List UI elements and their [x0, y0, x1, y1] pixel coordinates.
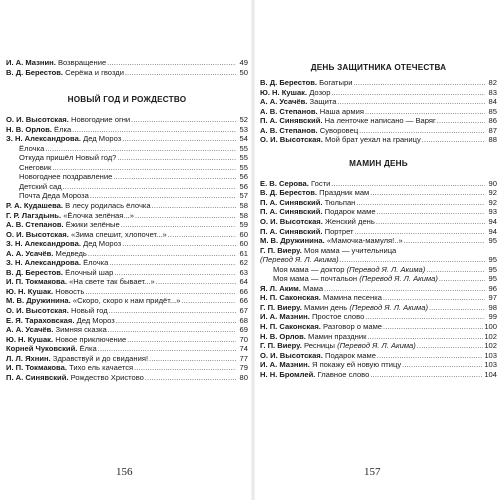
toc-page-number: 79	[239, 363, 248, 373]
toc-author: И. А. Мазнин.	[260, 312, 310, 322]
toc-title: Возвращение	[57, 58, 107, 67]
toc-page-number: 97	[488, 293, 497, 303]
toc-entry	[260, 116, 497, 126]
toc-page-number: 104	[484, 369, 497, 379]
toc-entry	[260, 360, 497, 370]
toc-title: Новый год	[70, 306, 108, 316]
toc-entry-text	[6, 363, 133, 373]
toc-entry-text	[260, 97, 336, 107]
toc-entry-text	[6, 316, 115, 326]
toc-entry	[260, 255, 497, 265]
toc-author: А. А. Усачёв.	[6, 248, 54, 258]
toc-translation-note: (Перевод Я. Л. Акима)	[359, 274, 438, 284]
toc-page-number: 96	[488, 283, 497, 293]
toc-page-number: 82	[488, 78, 497, 87]
toc-author: Е. В. Серова.	[260, 178, 309, 188]
toc-author: И. А. Мазнин.	[6, 58, 56, 67]
toc-page-number: 58	[239, 201, 248, 211]
toc-title: Новогодние огни	[70, 115, 131, 125]
toc-entry	[260, 227, 497, 237]
toc-page-number: 98	[488, 302, 497, 312]
toc-author: П. А. Синявский.	[260, 197, 323, 207]
toc-title: Здравствуй и до свидания!	[52, 353, 149, 363]
toc-author: М. В. Дружинина.	[260, 236, 325, 246]
toc-entry	[6, 153, 248, 163]
toc-page-number: 87	[488, 125, 497, 135]
toc-entry	[6, 325, 248, 335]
toc-entry-text	[260, 351, 376, 361]
toc-title: Медведь	[55, 248, 87, 258]
toc-page-number: 59	[239, 220, 248, 230]
toc-author: И. П. Токмакова.	[6, 277, 67, 287]
toc-page-number: 55	[239, 153, 248, 163]
toc-title: Мамина песенка	[323, 293, 382, 303]
toc-page-number: 94	[488, 217, 497, 227]
toc-page-number: 64	[239, 277, 248, 287]
toc-entry-text	[6, 249, 87, 259]
toc-title: «Скоро, скоро к нам придёт...»	[72, 296, 181, 306]
toc-author: В. Д. Берестов.	[6, 267, 64, 277]
toc-entry-text	[260, 78, 352, 88]
toc-entry-text	[260, 370, 369, 380]
toc-entry-text	[260, 322, 382, 332]
section-heading: НОВЫЙ ГОД И РОЖДЕСТВО	[67, 95, 187, 105]
toc-entry	[260, 97, 497, 107]
toc-entry	[6, 363, 248, 373]
toc-author: З. Н. Александрова.	[6, 258, 81, 268]
toc-entry	[260, 351, 497, 361]
toc-author: Я. Л. Аким.	[260, 283, 301, 293]
toc-page-number: 68	[239, 315, 248, 325]
toc-title: «Зима спешит, хлопочет...»	[70, 229, 167, 239]
toc-title: Богатыри	[319, 78, 353, 87]
toc-entry	[260, 312, 497, 322]
toc-entry-text	[260, 236, 403, 246]
toc-author: З. Н. Александрова.	[6, 239, 81, 249]
toc-title: Тюльпан	[324, 197, 356, 207]
toc-author: О. И. Высотская.	[6, 229, 69, 239]
right-page	[260, 58, 497, 379]
toc-page-number: 63	[239, 267, 248, 277]
book-gutter	[251, 0, 255, 500]
toc-entry-text	[260, 360, 401, 370]
toc-title: Подарок маме	[324, 207, 376, 217]
toc-entry-text	[6, 220, 120, 230]
toc-title: В лесу родилась ёлочка	[65, 201, 151, 211]
toc-title: Серёжа и гвозди	[65, 67, 124, 77]
toc-entry	[260, 88, 497, 98]
toc-entry-text	[6, 58, 106, 68]
toc-entry	[260, 135, 497, 145]
toc-page-number: 90	[488, 178, 497, 188]
toc-entry	[260, 217, 497, 227]
toc-entry	[6, 201, 248, 211]
toc-entry	[6, 296, 248, 306]
toc-entry	[6, 277, 248, 287]
toc-entry-text	[6, 239, 121, 249]
toc-title: Мама	[303, 283, 324, 293]
toc-author: Н. Н. Бромлей.	[260, 369, 316, 379]
toc-page-number: 83	[488, 87, 497, 97]
toc-entry-text	[260, 107, 364, 117]
toc-page-number: 66	[239, 286, 248, 296]
toc-entry	[260, 341, 497, 351]
toc-author: Н. В. Орлов.	[6, 124, 52, 134]
toc-page-number: 85	[488, 106, 497, 116]
toc-author: О. И. Высотская.	[6, 306, 69, 316]
toc-title: Ёлочный шар	[65, 267, 114, 277]
toc-entry	[6, 230, 248, 240]
toc-entry-text	[6, 230, 167, 240]
toc-author: З. Н. Александрова.	[6, 134, 81, 144]
toc-title: Женский день	[324, 217, 375, 227]
toc-author: О. И. Высотская.	[260, 135, 323, 145]
toc-entry	[6, 258, 248, 268]
toc-entry-text	[6, 335, 126, 345]
toc-entry-text	[260, 217, 375, 227]
toc-title: Откуда пришёл Новый год?	[19, 153, 117, 163]
toc-entry-text	[6, 115, 130, 125]
toc-author: В. Д. Берестов.	[260, 78, 318, 87]
toc-entry-text	[260, 126, 358, 136]
toc-title: Простое слово	[311, 312, 365, 322]
toc-entry	[260, 207, 497, 217]
toc-page-number: 95	[488, 274, 497, 284]
toc-author: Л. Л. Яхнин.	[6, 353, 51, 363]
toc-entry-text	[273, 265, 425, 275]
toc-title: Рождество Христово	[70, 372, 144, 382]
toc-title: Я покажу ей новую птицу	[311, 360, 402, 370]
toc-entry-text	[19, 182, 62, 192]
toc-entry-text	[6, 201, 151, 211]
toc-title: Моя мама — доктор	[273, 264, 345, 274]
toc-entry	[6, 249, 248, 259]
toc-title: Праздник мам	[319, 188, 370, 198]
toc-entry-text	[260, 179, 330, 189]
toc-author: О. И. Высотская.	[260, 217, 323, 227]
toc-title: На ленточке написано — Варяг	[324, 116, 436, 126]
toc-title: Ёлка	[79, 344, 97, 354]
toc-author: Ю. Н. Кушак.	[6, 334, 54, 344]
toc-title: Ресницы	[303, 341, 335, 351]
toc-title: Детский сад	[19, 181, 62, 191]
toc-leader-dots	[422, 136, 485, 146]
toc-author: Ю. Н. Кушак.	[260, 87, 308, 97]
toc-entry	[6, 125, 248, 135]
toc-entry	[6, 211, 248, 221]
toc-page-number: 54	[239, 134, 248, 144]
toc-page-number: 49	[239, 58, 248, 67]
toc-author: В. Д. Берестов.	[260, 188, 318, 198]
toc-author: Н. П. Саконская.	[260, 293, 321, 303]
toc-entry-text	[260, 284, 323, 294]
toc-entry-text	[260, 303, 428, 313]
toc-entry-text	[6, 68, 124, 78]
toc-page-number: 102	[484, 341, 497, 351]
toc-entry-text	[6, 354, 148, 364]
toc-author: Г. П. Виеру.	[260, 302, 302, 312]
toc-page-number: 74	[239, 344, 248, 354]
toc-title: Суворовец	[319, 125, 359, 135]
toc-entry-text	[6, 258, 108, 268]
toc-title: Разговор о маме	[323, 322, 383, 332]
toc-title: Гости	[311, 178, 331, 188]
toc-author: П. А. Синявский.	[260, 226, 323, 236]
toc-entry-text	[6, 287, 84, 297]
toc-entry	[6, 316, 248, 326]
toc-title: Моя мама — учительница	[303, 245, 397, 255]
toc-entry-text	[6, 325, 107, 335]
toc-entry-text	[260, 135, 421, 145]
toc-author: Н. П. Саконская.	[260, 322, 321, 332]
toc-translation-note: (Перевод Я. Л. Акима)	[260, 255, 339, 265]
toc-author: И. А. Мазнин.	[260, 360, 310, 370]
toc-page-number: 56	[239, 172, 248, 182]
toc-page-number: 77	[239, 353, 248, 363]
toc-page-number: 80	[239, 372, 248, 382]
section-heading: МАМИН ДЕНЬ	[349, 158, 408, 168]
toc-entry-text	[260, 293, 382, 303]
toc-entry-text	[260, 188, 369, 198]
toc-author: Г. П. Виеру.	[260, 245, 302, 255]
toc-author: П. А. Синявский.	[6, 372, 69, 382]
toc-entry	[6, 191, 248, 201]
toc-entry-text	[19, 172, 112, 182]
toc-entry-text	[6, 344, 97, 354]
toc-entry	[6, 115, 248, 125]
toc-title: Моя мама — почтальон	[273, 274, 358, 284]
toc-page-number: 50	[239, 67, 248, 77]
toc-page-number: 70	[239, 334, 248, 344]
toc-page-number: 103	[484, 350, 497, 360]
toc-entry-text	[6, 306, 108, 316]
toc-title: Почта Деда Мороза	[19, 191, 89, 201]
toc-entry	[260, 284, 497, 294]
toc-author: Р. А. Кудашева.	[6, 201, 64, 211]
toc-page-number: 93	[488, 207, 497, 217]
toc-entry-text	[273, 274, 438, 284]
toc-entry	[260, 107, 497, 117]
toc-title: Ёлка	[54, 124, 72, 134]
toc-entry-text	[260, 88, 330, 98]
toc-entry	[260, 126, 497, 136]
toc-title: Новость	[55, 286, 85, 296]
toc-entry	[6, 335, 248, 345]
toc-entry	[260, 78, 497, 88]
toc-title: Снеговик	[19, 162, 52, 172]
toc-author: Корней Чуковский.	[6, 344, 78, 354]
toc-page-number: 62	[239, 258, 248, 268]
toc-entry	[260, 322, 497, 332]
toc-entry-text	[6, 134, 121, 144]
toc-entry-text	[19, 191, 89, 201]
toc-page-number: 88	[488, 135, 497, 145]
toc-entry-text	[6, 296, 180, 306]
toc-title: Мамин день	[303, 302, 348, 312]
toc-title: Дед Мороз	[76, 315, 115, 325]
toc-author: А. В. Степанов.	[260, 106, 318, 116]
toc-title: Главное слово	[317, 369, 370, 379]
toc-title: Тихо ель качается	[69, 363, 134, 373]
toc-page-number: 99	[488, 312, 497, 322]
toc-entry-text	[260, 227, 354, 237]
toc-author: П. А. Синявский.	[260, 116, 323, 126]
toc-entry-text	[6, 125, 71, 135]
toc-entry	[6, 144, 248, 154]
toc-title: Мой брат уехал на границу	[324, 135, 421, 145]
toc-title: Новогоднее поздравление	[19, 172, 113, 182]
toc-page-number: 95	[488, 264, 497, 274]
toc-entry-text	[260, 255, 339, 265]
toc-title: «Ёлочка зелёная...»	[63, 210, 134, 220]
toc-page-number: 52	[239, 115, 248, 125]
toc-page-number: 102	[484, 331, 497, 341]
toc-entry	[6, 239, 248, 249]
toc-page-number: 86	[488, 116, 497, 126]
toc-author: Е. Я. Тараховская.	[6, 315, 75, 325]
toc-entry	[6, 58, 248, 68]
toc-entry-text	[6, 268, 113, 278]
toc-entry-text	[260, 341, 416, 351]
toc-title: «На свете так бывает...»	[69, 277, 155, 287]
toc-page-number: 58	[239, 210, 248, 220]
toc-page-number: 57	[239, 191, 248, 201]
toc-entry	[260, 303, 497, 313]
toc-entry	[260, 179, 497, 189]
toc-author: А. А. Усачёв.	[260, 97, 308, 107]
toc-entry	[260, 236, 497, 246]
toc-entry	[260, 332, 497, 342]
toc-page-number: 67	[239, 306, 248, 316]
toc-page-number: 92	[488, 197, 497, 207]
toc-entry	[260, 370, 497, 380]
toc-entry-text	[6, 277, 155, 287]
toc-title: Дозор	[309, 87, 331, 97]
toc-title: Ёжики зелёные	[65, 220, 120, 230]
toc-author: Н. В. Орлов.	[260, 331, 306, 341]
toc-entry-text	[260, 246, 396, 256]
toc-author: И. П. Токмакова.	[6, 363, 67, 373]
toc-title: Подарок маме	[324, 350, 376, 360]
toc-entry-text	[19, 163, 51, 173]
toc-page-number: 92	[488, 188, 497, 198]
toc-page-number: 100	[484, 322, 497, 332]
toc-entry	[6, 68, 248, 78]
right-page-number: 157	[364, 466, 381, 478]
toc-page-number: 103	[484, 360, 497, 370]
toc-author: А. А. Усачёв.	[6, 325, 54, 335]
toc-page-number: 94	[488, 226, 497, 236]
toc-translation-note: (Перевод Я. Л. Акима)	[346, 264, 426, 274]
toc-page-number: 56	[239, 181, 248, 191]
left-page	[6, 58, 248, 382]
toc-page-number: 53	[239, 124, 248, 134]
toc-title: Портрет	[324, 226, 354, 236]
toc-author: А. В. Степанов.	[6, 220, 64, 230]
toc-author: О. И. Высотская.	[6, 115, 69, 125]
toc-title: Ёлочка	[83, 258, 109, 268]
toc-entry	[6, 163, 248, 173]
toc-page-number: 69	[239, 325, 248, 335]
toc-title: Мамин праздник	[308, 331, 367, 341]
toc-title: Новое приключение	[55, 334, 127, 344]
toc-author: Г. Р. Лагздынь.	[6, 210, 62, 220]
toc-entry	[6, 134, 248, 144]
toc-title: Зимняя сказка	[55, 325, 107, 335]
toc-author: О. И. Высотская.	[260, 350, 323, 360]
toc-title: Дед Мороз	[83, 134, 122, 144]
toc-entry-text	[260, 312, 364, 322]
toc-page-number: 55	[239, 162, 248, 172]
toc-entry-text	[260, 198, 355, 208]
toc-title: Защита	[309, 97, 337, 107]
toc-page-number: 60	[239, 229, 248, 239]
section-heading: ДЕНЬ ЗАЩИТНИКА ОТЕЧЕСТВА	[310, 63, 447, 72]
toc-author: М. В. Дружинина.	[6, 296, 71, 306]
toc-title: Наша армия	[319, 106, 364, 116]
toc-author: Г. П. Виеру.	[260, 341, 302, 351]
toc-entry	[260, 274, 497, 284]
toc-entry-text	[260, 116, 436, 126]
toc-page-number: 60	[239, 239, 248, 249]
toc-entry	[6, 268, 248, 278]
toc-page-number: 84	[488, 97, 497, 107]
toc-page-number: 61	[239, 248, 248, 258]
toc-page-number: 55	[239, 143, 248, 153]
toc-entry	[6, 306, 248, 316]
toc-page-number: 95	[488, 236, 497, 246]
toc-translation-note: (Перевод Я. Л. Акима)	[349, 302, 428, 312]
toc-entry	[6, 287, 248, 297]
toc-entry-text	[6, 373, 144, 383]
left-page-number: 156	[116, 466, 133, 478]
toc-entry	[260, 246, 497, 256]
toc-title: Дед Мороз	[83, 239, 122, 249]
toc-author: Ю. Н. Кушак.	[6, 286, 54, 296]
toc-entry	[6, 344, 248, 354]
toc-entry	[260, 293, 497, 303]
toc-entry-text	[19, 153, 116, 163]
toc-entry	[6, 354, 248, 364]
toc-leader-dots	[125, 69, 236, 79]
toc-entry-text	[6, 211, 134, 221]
toc-entry-text	[260, 332, 366, 342]
toc-author: П. А. Синявский.	[260, 207, 323, 217]
toc-leader-dots	[145, 374, 236, 384]
toc-entry	[260, 198, 497, 208]
toc-page-number: 66	[239, 296, 248, 306]
toc-translation-note: (Перевод Я. Л. Акима)	[337, 341, 416, 351]
toc-entry	[6, 172, 248, 182]
toc-leader-dots	[370, 371, 483, 381]
toc-title: «Мамочка-мамуля!..»	[326, 236, 403, 246]
toc-entry	[6, 373, 248, 383]
toc-entry	[260, 188, 497, 198]
toc-entry	[6, 182, 248, 192]
toc-entry-text	[19, 144, 44, 154]
toc-author: А. В. Степанов.	[260, 125, 318, 135]
toc-entry	[6, 220, 248, 230]
toc-entry-text	[260, 207, 376, 217]
toc-entry	[260, 265, 497, 275]
toc-title: Ёлочка	[19, 143, 45, 153]
toc-author: В. Д. Берестов.	[6, 67, 64, 77]
toc-page-number: 95	[488, 255, 497, 265]
